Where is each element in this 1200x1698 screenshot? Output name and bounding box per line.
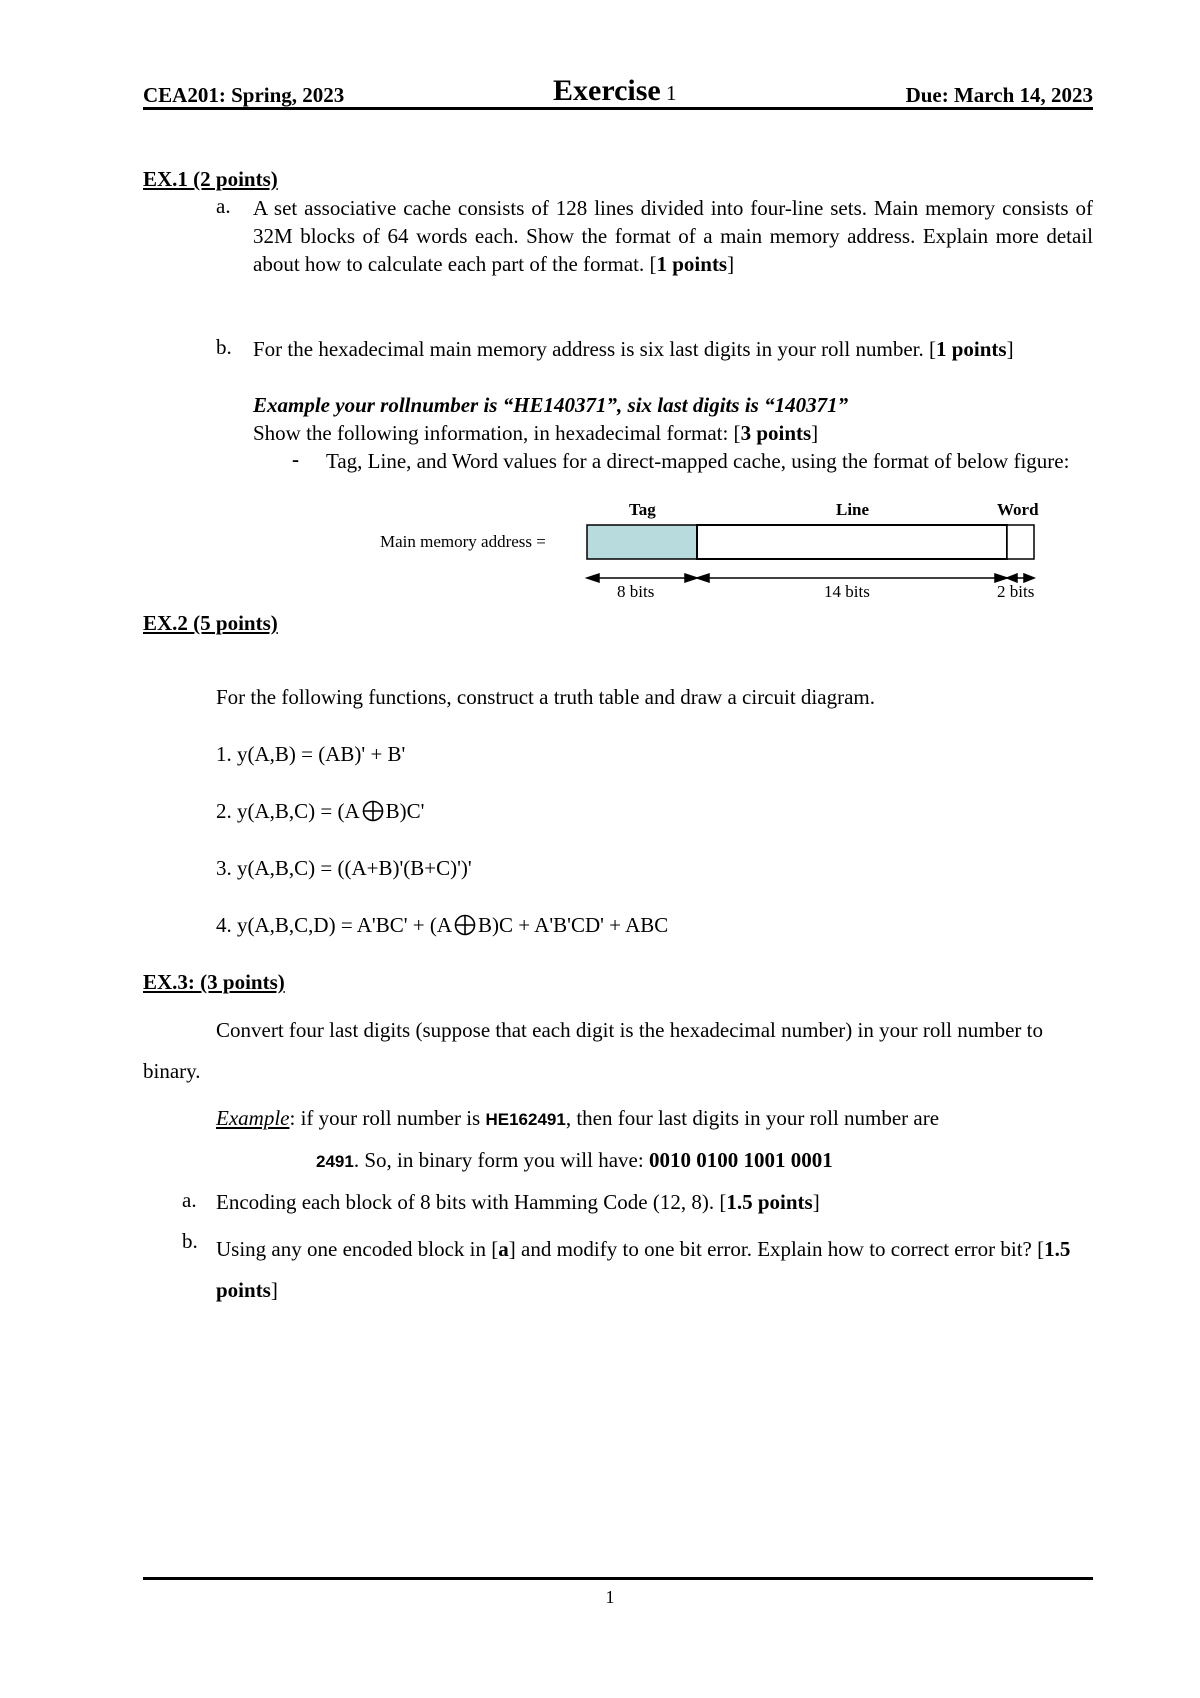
bullet-dash: - [292, 447, 299, 471]
ex1-bullet-text: Tag, Line, and Word values for a direct-mapped cache, using the format of below figure: [326, 449, 1070, 473]
ex1-a-marker: a. [216, 194, 231, 218]
example-text-2: , then four last digits in your roll number are [565, 1106, 940, 1130]
ex1-b-show [253, 419, 818, 447]
ex3-a-marker: a. [182, 1188, 197, 1212]
ex2-title: EX.2 (5 points) [143, 611, 278, 635]
course-label: CEA201: Spring, 2023 [143, 83, 345, 107]
ex1-b-text [253, 335, 1093, 363]
ex3-intro: Convert four last digits (suppose that each digit is the hexadecimal number) in your roll number to binary. [143, 1018, 1043, 1083]
f2-post: B)C' [385, 799, 425, 823]
ex3-a-points: 1.5 points [726, 1190, 813, 1214]
ex1-a-end: ] [727, 252, 735, 276]
ex1-b-marker: b. [216, 335, 232, 359]
binary-pre: . So, in binary form you will have: [353, 1148, 649, 1172]
example-digits: 2491 [316, 1152, 354, 1171]
ex1-title: EX.1 (2 points) [143, 167, 278, 191]
footer-rule [143, 1577, 1093, 1580]
word-field-label: Word [997, 500, 1039, 519]
ex3-b-body-2: ] and modify to one bit error. Explain how to correct error bit? [ [508, 1237, 1045, 1261]
ex3-b-points: 1.5 points [216, 1237, 1071, 1302]
dimension-arrows [587, 574, 1034, 582]
ex3-b-end: ] [270, 1278, 278, 1302]
ex1-a-body: A set associative cache consists of 128 lines divided into four-line sets. Main memory consists of 32M blocks of 64 words each. Show the format of a main memory address. Explain more detail about how to calculate each part of the format. [ [253, 196, 1093, 276]
tag-bits-label: 8 bits [617, 582, 655, 601]
ex1-b-end: ] [1006, 337, 1014, 361]
example-text-1: : if your roll number is [289, 1106, 486, 1130]
tag-field-box [587, 525, 697, 559]
ex1-b-show-points: 3 points [740, 421, 812, 445]
xor-icon [454, 914, 476, 936]
address-format-diagram [370, 498, 1050, 608]
ex3-example [216, 1104, 939, 1134]
page-header [143, 74, 1093, 110]
exercise-number: 1 [666, 81, 677, 105]
f4-pre: 4. y(A,B,C,D) = A'BC' + (A [216, 913, 453, 937]
ex3-b-text [216, 1229, 1093, 1311]
xor-icon [362, 800, 384, 822]
line-field-label: Line [836, 500, 870, 519]
line-bits-label: 14 bits [824, 582, 870, 601]
ex3-b-body-1: Using any one encoded block in [ [216, 1237, 499, 1261]
ex2-function-2 [216, 797, 424, 825]
ex2-function-3: 3. y(A,B,C) = ((A+B)'(B+C)')' [216, 856, 472, 880]
line-field-box [697, 525, 1007, 559]
exercise-title [553, 74, 677, 108]
word-field-box [1007, 525, 1034, 559]
ex1-b-show-end: ] [811, 421, 819, 445]
tag-field-label: Tag [629, 500, 656, 519]
page-number: 1 [605, 1587, 615, 1607]
address-bar-svg [370, 498, 1050, 608]
ex3-title: EX.3: (3 points) [143, 970, 285, 994]
word-bits-label: 2 bits [997, 582, 1035, 601]
ex1-a-text [253, 194, 1093, 278]
ex3-b-marker: b. [182, 1229, 198, 1253]
f2-pre: 2. y(A,B,C) = (A [216, 799, 360, 823]
ex1-b-show-body: Show the following information, in hexadecimal format: [ [253, 421, 741, 445]
ex2-intro: For the following functions, construct a truth table and draw a circuit diagram. [216, 685, 875, 709]
header-rule [143, 107, 1093, 110]
due-date: Due: March 14, 2023 [905, 83, 1093, 107]
ex1-b-body: For the hexadecimal main memory address is six last digits in your roll number. [ [253, 337, 936, 361]
exercise-title-word: Exercise [553, 74, 661, 107]
ex3-a-text [216, 1188, 820, 1216]
ex3-binary [316, 1146, 833, 1176]
ex1-b-points: 1 points [935, 337, 1007, 361]
ex2-function-4 [216, 911, 668, 939]
address-label: Main memory address = [380, 532, 546, 551]
f4-post: B)C + A'B'CD' + ABC [478, 913, 669, 937]
ex2-function-1: 1. y(A,B) = (AB)' + B' [216, 742, 406, 766]
ex3-a-body: Encoding each block of 8 bits with Hamming Code (12, 8). [ [216, 1190, 727, 1214]
binary-value: 0010 0100 1001 0001 [648, 1148, 833, 1172]
ex3-a-end: ] [812, 1190, 820, 1214]
example-label: Example [216, 1106, 290, 1130]
example-roll: HE162491 [485, 1110, 566, 1129]
ex1-b-example: Example your rollnumber is “HE140371”, six last digits is “140371” [253, 393, 849, 417]
ex3-b-ref: a [498, 1237, 509, 1261]
ex1-a-points: 1 points [656, 252, 728, 276]
